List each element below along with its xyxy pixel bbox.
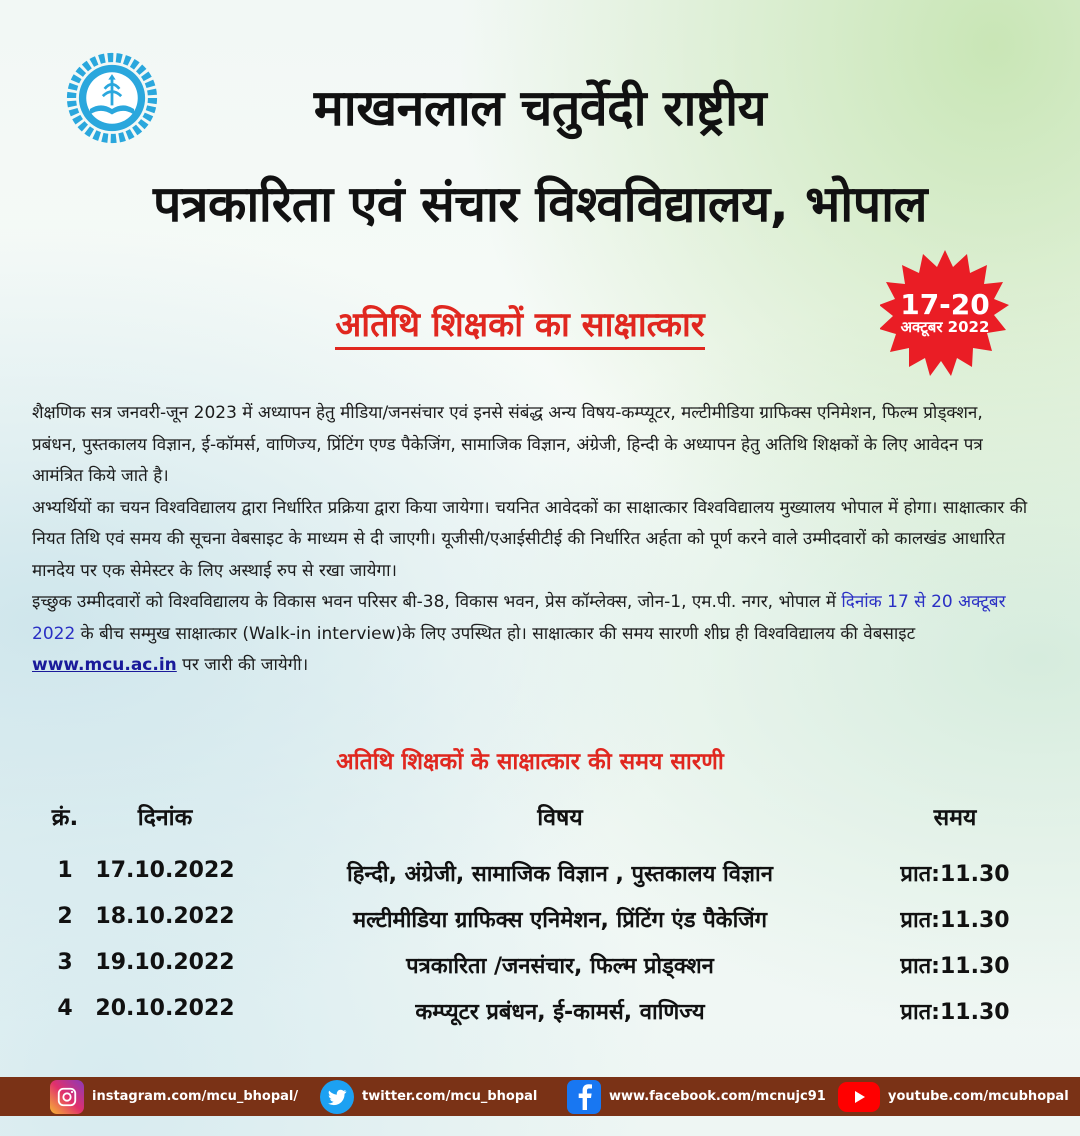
badge-month: अक्टूबर 2022 (900, 317, 990, 336)
row-3-subject: पत्रकारिता /जनसंचार, फिल्म प्रोड्क्शन (406, 954, 714, 979)
youtube-url: youtube.com/mcubhopal (888, 1089, 1069, 1104)
row-4-subject: कम्प्यूटर प्रबंधन, ई-कामर्स, वाणिज्य (415, 1000, 705, 1025)
website-link[interactable]: www.mcu.ac.in (32, 655, 177, 675)
row-1-serial: 1 (57, 858, 73, 883)
row-1-time: प्रात:11.30 (900, 862, 1010, 887)
twitter-link[interactable] (320, 1077, 537, 1116)
body-paragraph-2: अभ्यर्थियों का चयन विश्वविद्यालय द्वारा निर्धारित प्रक्रिया द्वारा किया जायेगा। चयनित आवेदकों का साक्षात्कार विश्वविद्यालय मुख्यालय भोपाल में होगा। साक्षात्कार की नियत तिथि एवं समय की सूचना वेबसाइट के माध्यम से दी जाएगी। यूजीसी/एआईसीटीई की निर्धारित अर्हता को पूर्ण करने वाले उम्मीदवारों को कालखंड आधारित मानदेय पर एक सेमेस्टर के लिए अस्थाई रुप से रखा जायेगा। (32, 497, 1028, 581)
row-1-date: 17.10.2022 (95, 858, 235, 883)
facebook-icon (567, 1080, 601, 1114)
university-title-line2: पत्रकारिता एवं संचार विश्वविद्यालय, भोपाल (153, 175, 927, 233)
date-badge (880, 248, 1010, 378)
row-1-subject: हिन्दी, अंग्रेजी, सामाजिक विज्ञान , पुस्तकालय विज्ञान (347, 862, 773, 887)
facebook-link[interactable] (567, 1077, 826, 1116)
header-time: समय (933, 805, 977, 831)
facebook-url: www.facebook.com/mcnujc91 (609, 1089, 826, 1104)
interview-dates-highlight: दिनांक 17 से 20 अक्टूबर 2022 (32, 592, 1006, 644)
row-3-serial: 3 (57, 950, 73, 975)
announcement-body (32, 398, 1032, 682)
header-date: दिनांक (137, 805, 193, 831)
header-subject: विषय (537, 805, 583, 831)
row-2-serial: 2 (57, 904, 73, 929)
twitter-url: twitter.com/mcu_bhopal (362, 1089, 538, 1104)
body-p3-end: पर जारी की जायेगी। (176, 655, 309, 675)
youtube-icon (838, 1082, 880, 1112)
header-serial: क्रं. (51, 805, 79, 831)
row-4-time: प्रात:11.30 (900, 1000, 1010, 1025)
schedule-title: अतिथि शिक्षकों के साक्षात्कार की समय सारणी (336, 749, 724, 775)
row-2-time: प्रात:11.30 (900, 908, 1010, 933)
body-p3-mid: के बीच सम्मुख साक्षात्कार (Walk-in interview)के लिए उपस्थित हो। साक्षात्कार की समय सारणी शीघ्र ही विश्वविद्यालय की वेबसाइट (75, 623, 916, 644)
row-3-date: 19.10.2022 (95, 950, 235, 975)
instagram-icon (50, 1080, 84, 1114)
row-2-date: 18.10.2022 (95, 904, 235, 929)
body-paragraph-1: शैक्षणिक सत्र जनवरी-जून 2023 में अध्यापन हेतु मीडिया/जनसंचार एवं इनसे संबंद्ध अन्य विषय-कम्प्यूटर, मल्टीमीडिया ग्राफिक्स एनिमेशन, फिल्म प्रोड्क्शन, प्रबंधन, पुस्तकालय विज्ञान, ई-कॉमर्स, वाणिज्य, प्रिंटिंग एण्ड पैकेजिंग, सामाजिक विज्ञान, अंग्रेजी, हिन्दी के अध्यापन हेतु अतिथि शिक्षकों के लिए आवेदन पत्र आमंत्रित किये जाते है। (32, 403, 983, 486)
row-3-time: प्रात:11.30 (900, 954, 1010, 979)
twitter-icon (320, 1080, 354, 1114)
row-4-serial: 4 (57, 996, 73, 1021)
subtitle-text: अतिथि शिक्षकों का साक्षात्कार (335, 305, 704, 350)
body-paragraph-3 (32, 587, 1032, 682)
row-2-subject: मल्टीमीडिया ग्राफिक्स एनिमेशन, प्रिंटिंग एंड पैकेजिंग (353, 908, 767, 933)
body-p3-start: इच्छुक उम्मीदवारों को विश्वविद्यालय के विकास भवन परिसर बी-38, विकास भवन, प्रेस कॉम्लेक्स, जोन-1, एम.पी. नगर, भोपाल में (32, 592, 842, 612)
instagram-url: instagram.com/mcu_bhopal/ (92, 1089, 299, 1104)
youtube-link[interactable] (838, 1077, 1069, 1116)
badge-dates: 17-20 (900, 288, 990, 322)
university-title-line1: माखनलाल चतुर्वेदी राष्ट्रीय (313, 79, 767, 137)
instagram-link[interactable] (50, 1077, 298, 1116)
row-4-date: 20.10.2022 (95, 996, 235, 1021)
